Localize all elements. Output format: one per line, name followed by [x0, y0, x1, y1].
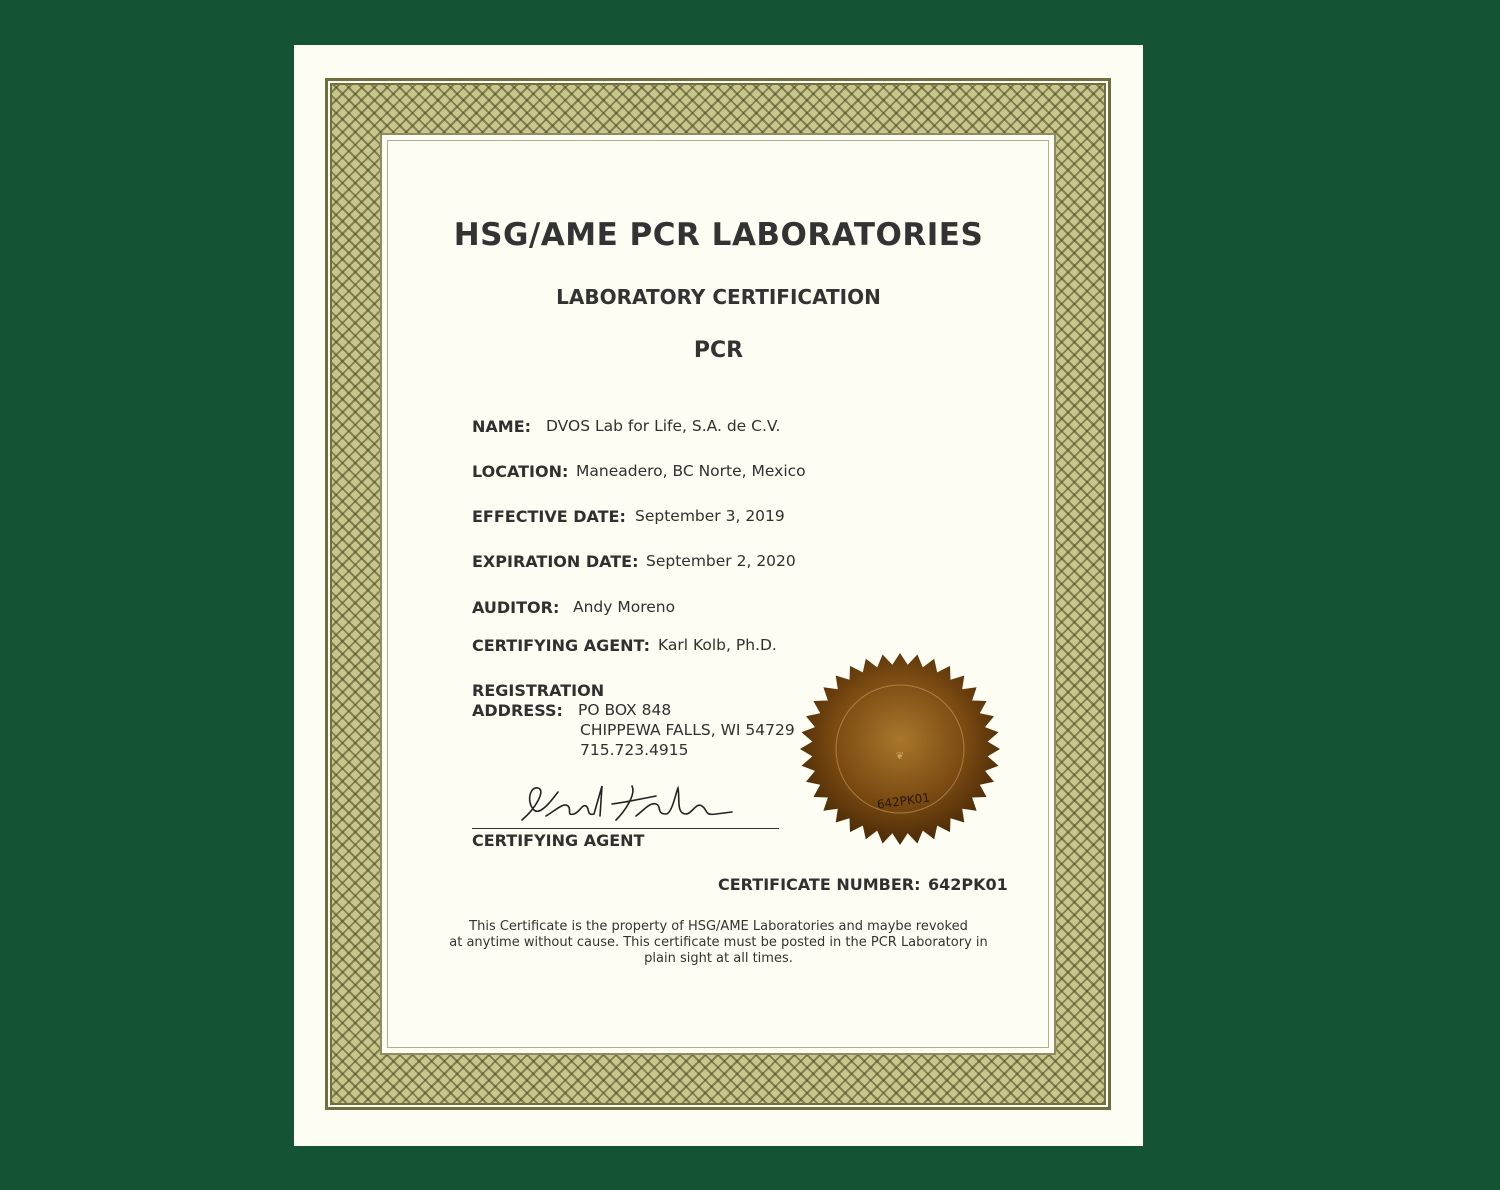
name-label: NAME:: [472, 417, 532, 436]
certificate-number-value: 642PK01: [928, 875, 1008, 894]
registration-label: REGISTRATION: [472, 681, 605, 700]
address-line-2: CHIPPEWA FALLS, WI 54729: [580, 721, 795, 739]
address-line-1: PO BOX 848: [578, 701, 672, 719]
inner-frame: [380, 133, 1056, 1055]
gold-seal: [784, 647, 1016, 851]
expiration-date-value: September 2, 2020: [646, 552, 796, 570]
certifying-agent-value: Karl Kolb, Ph.D.: [658, 636, 777, 654]
auditor-label: AUDITOR:: [472, 598, 560, 617]
address-line-3: 715.723.4915: [580, 741, 689, 759]
effective-date-label: EFFECTIVE DATE:: [472, 507, 626, 526]
certificate-program: PCR: [693, 338, 744, 363]
footer-line-3: plain sight at all times.: [644, 951, 793, 966]
svg-text:❦: ❦: [895, 751, 905, 762]
signature-caption: CERTIFYING AGENT: [472, 831, 645, 850]
certificate-title: HSG/AME PCR LABORATORIES: [453, 217, 984, 253]
footer-line-2: at anytime without cause. This certificate must be posted in the PCR Laboratory in: [449, 935, 988, 950]
signature-line: [472, 828, 779, 829]
certifying-agent-label: CERTIFYING AGENT:: [472, 636, 650, 655]
certificate-subtitle: LABORATORY CERTIFICATION: [556, 285, 881, 309]
address-label: ADDRESS:: [472, 701, 563, 720]
footer-notice: [294, 919, 1143, 967]
auditor-value: Andy Moreno: [573, 598, 676, 616]
certificate-number-label: CERTIFICATE NUMBER:: [718, 875, 921, 894]
effective-date-value: September 3, 2019: [635, 507, 785, 525]
location-label: LOCATION:: [472, 462, 569, 481]
signature-image: [516, 780, 738, 832]
expiration-date-label: EXPIRATION DATE:: [472, 552, 639, 571]
location-value: Maneadero, BC Norte, Mexico: [576, 462, 806, 480]
footer-line-1: This Certificate is the property of HSG/AME Laboratories and maybe revoked: [469, 919, 968, 934]
certificate-paper: [294, 45, 1143, 1146]
name-value: DVOS Lab for Life, S.A. de C.V.: [546, 417, 781, 435]
seal-stamp-number: 642PK01: [876, 790, 931, 812]
